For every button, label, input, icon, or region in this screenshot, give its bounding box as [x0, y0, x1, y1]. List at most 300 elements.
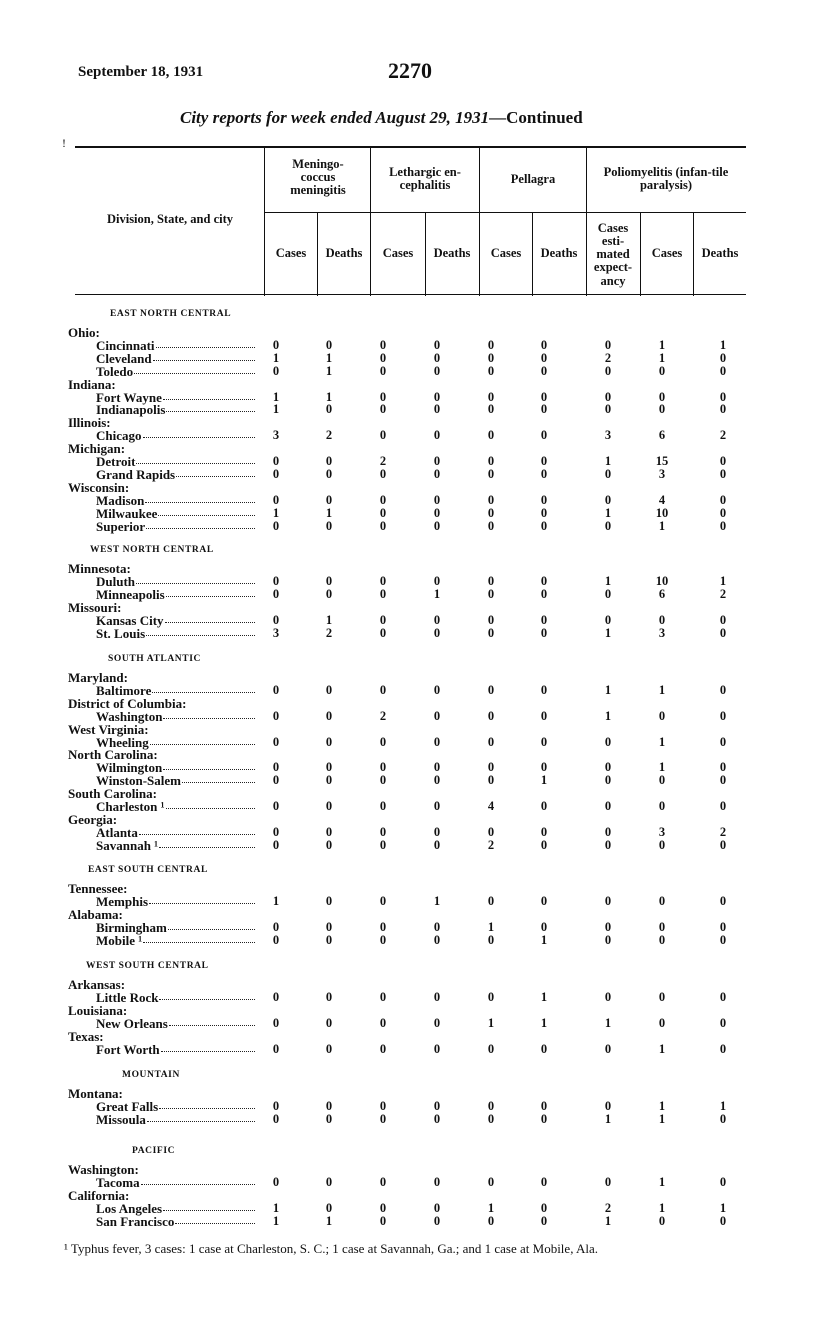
table-cell: 0 [325, 708, 333, 723]
table-cell: 0 [719, 1111, 727, 1126]
page-date: September 18, 1931 [78, 64, 204, 80]
table-cell: 0 [487, 466, 495, 481]
table-cell: 0 [604, 612, 612, 627]
state-label: Arkansas: [68, 977, 126, 992]
table-cell: 0 [433, 337, 441, 352]
table-cell: 1 [540, 989, 548, 1004]
table-cell: 0 [379, 837, 387, 852]
subhead-pel-cases: Cases [490, 246, 522, 260]
city-row-label [96, 1113, 255, 1126]
leader-dots [150, 743, 255, 745]
table-cell: 0 [379, 1111, 387, 1126]
table-cell: 2 [325, 428, 333, 443]
table-cell: 0 [325, 1111, 333, 1126]
table-cell: 0 [272, 337, 280, 352]
table-cell: 0 [433, 402, 441, 417]
city-name: Wheeling [96, 734, 149, 750]
table-cell: 1 [272, 389, 280, 404]
table-cell: 0 [604, 389, 612, 404]
table-cell: 0 [379, 1098, 387, 1113]
leader-dots [159, 998, 255, 1000]
table-cell: 0 [272, 837, 280, 852]
table-cell: 0 [433, 428, 441, 443]
table-cell: 0 [433, 1200, 441, 1215]
table-cell: 0 [433, 612, 441, 627]
table-cell: 0 [487, 518, 495, 533]
table-cell: 1 [540, 932, 548, 947]
table-cell: 1 [433, 586, 441, 601]
table-cell: 0 [379, 799, 387, 813]
table-cell: 0 [658, 932, 666, 947]
city-name: Great Falls [96, 1098, 159, 1114]
table-cell: 0 [487, 505, 495, 520]
table-cell: 0 [719, 363, 727, 378]
table-cell: 0 [658, 893, 666, 908]
table-cell: 0 [719, 350, 727, 365]
table-cell: 0 [540, 350, 548, 365]
table-cell: 1 [658, 1200, 666, 1215]
subhead-men-cases: Cases [275, 246, 307, 260]
region-heading: MOUNTAIN [122, 1070, 180, 1080]
table-cell: 0 [719, 625, 727, 640]
table-cell: 0 [272, 1098, 280, 1113]
city-name: Atlanta [96, 824, 138, 840]
page-number: 2270 [388, 58, 432, 83]
table-cell: 0 [540, 454, 548, 468]
table-cell: 0 [433, 1041, 441, 1056]
state-label: West Virginia: [68, 721, 149, 737]
table-cell: 3 [658, 824, 666, 839]
state-label: Minnesota: [68, 561, 131, 576]
city-name: Madison [96, 492, 145, 508]
region-heading: EAST NORTH CENTRAL [110, 309, 232, 319]
leader-dots [163, 717, 255, 719]
table-cell: 1 [604, 573, 612, 588]
leader-dots [136, 582, 255, 584]
table-cell: 0 [658, 708, 666, 723]
table-cell: 10 [655, 505, 669, 520]
table-cell: 1 [325, 1213, 333, 1228]
table-cell: 1 [272, 1200, 280, 1215]
city-name: Tacoma [96, 1174, 140, 1190]
table-cell: 3 [604, 428, 612, 443]
city-name: St. Louis [96, 625, 146, 641]
city-name: Wilmington [96, 760, 163, 776]
leader-dots [176, 475, 255, 477]
city-row-label [96, 627, 255, 640]
table-cell: 0 [719, 454, 727, 468]
table-cell: 0 [379, 919, 387, 934]
table-cell: 0 [719, 932, 727, 947]
city-name: Memphis [96, 893, 148, 909]
table-cell: 0 [540, 1174, 548, 1189]
table-cell: 1 [272, 402, 280, 417]
group-lethargic: Lethargic en-cephalitis [389, 165, 461, 193]
col-divider-7 [586, 146, 587, 296]
table-cell: 10 [655, 573, 669, 588]
region-heading: WEST SOUTH CENTRAL [86, 961, 209, 971]
table-cell: 0 [272, 1041, 280, 1056]
table-cell: 0 [379, 760, 387, 775]
city-row-label [96, 800, 255, 813]
leader-dots [166, 807, 255, 809]
state-label: Indiana: [68, 376, 116, 392]
table-cell: 0 [540, 389, 548, 404]
table-cell: 0 [325, 760, 333, 775]
city-name: Milwaukee [96, 505, 158, 521]
table-cell: 0 [540, 612, 548, 627]
city-name: Missoula [96, 1111, 146, 1127]
region-heading: SOUTH ATLANTIC [108, 654, 201, 664]
state-label: Louisiana: [68, 1002, 128, 1018]
table-cell: 1 [540, 773, 548, 788]
table-cell: 0 [604, 989, 612, 1004]
leader-dots [145, 501, 255, 503]
table-cell: 1 [272, 350, 280, 365]
table-cell: 0 [325, 1098, 333, 1113]
city-name: San Francisco [96, 1213, 175, 1229]
table-cell: 0 [658, 363, 666, 378]
table-cell: 0 [379, 1213, 387, 1228]
table-cell: 0 [272, 708, 280, 723]
table-cell: 0 [272, 773, 280, 788]
table-cell: 0 [540, 337, 548, 352]
city-name: Mobile ¹ [96, 932, 143, 948]
table-cell: 0 [719, 919, 727, 934]
city-name: Charleston ¹ [96, 799, 165, 814]
row-header: Division, State, and city [106, 212, 234, 226]
table-cell: 0 [379, 1041, 387, 1056]
city-name: Fort Wayne [96, 389, 162, 405]
table-cell: 0 [433, 682, 441, 697]
city-name: Winston-Salem [96, 773, 181, 789]
city-row-label [96, 684, 255, 697]
table-cell: 0 [540, 402, 548, 417]
table-cell: 0 [658, 389, 666, 404]
city-row-label [96, 520, 255, 533]
table-cell: 0 [379, 612, 387, 627]
col-divider-1 [264, 146, 265, 296]
table-cell: 0 [433, 625, 441, 640]
table-cell: 0 [272, 612, 280, 627]
table-cell: 0 [604, 1098, 612, 1113]
state-label: Wisconsin: [68, 479, 130, 495]
table-cell: 0 [272, 573, 280, 588]
table-cell: 0 [272, 824, 280, 839]
table-cell: 1 [604, 1015, 612, 1030]
table-cell: 0 [379, 1200, 387, 1215]
leader-dots [156, 346, 255, 348]
table-cell: 0 [540, 824, 548, 839]
table-cell: 0 [433, 760, 441, 775]
table-cell: 0 [604, 518, 612, 533]
table-cell: 1 [658, 682, 666, 697]
table-cell: 0 [325, 586, 333, 601]
table-cell: 0 [433, 919, 441, 934]
leader-dots [165, 621, 255, 623]
table-cell: 1 [658, 518, 666, 533]
state-label: Missouri: [68, 599, 122, 615]
table-cell: 0 [540, 586, 548, 601]
table-cell: 0 [487, 492, 495, 507]
table-cell: 0 [325, 773, 333, 788]
table-cell: 0 [719, 1015, 727, 1030]
table-cell: 0 [658, 402, 666, 417]
table-cell: 0 [540, 625, 548, 640]
table-cell: 0 [604, 1041, 612, 1056]
table-cell: 0 [325, 337, 333, 352]
table-cell: 0 [433, 505, 441, 520]
table-cell: 2 [487, 837, 495, 852]
city-name: Fort Worth [96, 1041, 160, 1057]
table-cell: 0 [433, 466, 441, 481]
table-cell: 0 [604, 466, 612, 481]
table-cell: 0 [719, 402, 727, 417]
city-name: Kansas City [96, 612, 164, 628]
table-cell: 0 [272, 932, 280, 947]
table-cell: 0 [487, 389, 495, 404]
table-cell: 0 [379, 428, 387, 443]
table-cell: 0 [540, 363, 548, 378]
table-cell: 0 [379, 518, 387, 533]
city-row-label [96, 934, 255, 947]
leader-dots [143, 941, 255, 943]
page-title [180, 108, 583, 128]
table-cell: 0 [272, 989, 280, 1004]
table-cell: 0 [379, 893, 387, 908]
table-cell: 0 [487, 573, 495, 588]
table-cell: 0 [658, 919, 666, 934]
table-cell: 0 [604, 837, 612, 852]
table-cell: 0 [379, 573, 387, 588]
table-cell: 0 [325, 799, 333, 813]
region-heading: EAST SOUTH CENTRAL [88, 865, 208, 875]
leader-dots [136, 462, 255, 464]
table-cell: 0 [487, 932, 495, 947]
table-cell: 1 [658, 1174, 666, 1189]
table-cell: 0 [325, 1015, 333, 1030]
title-main: City reports for week ended August 29, 1931 [180, 108, 490, 127]
table-cell: 0 [272, 1015, 280, 1030]
table-cell: 3 [272, 428, 280, 443]
table-cell: 0 [604, 773, 612, 788]
table-cell: 0 [379, 1015, 387, 1030]
leader-dots [159, 1107, 255, 1109]
city-row-label [96, 895, 255, 908]
table-cell: 0 [604, 734, 612, 749]
table-cell: 0 [719, 893, 727, 908]
subhead-polio-estimated: Cases esti-mated expect-ancy [593, 221, 633, 288]
table-cell: 1 [719, 1098, 727, 1113]
table-cell: 0 [272, 734, 280, 749]
table-cell: 1 [658, 734, 666, 749]
group-meningitis: Meningo-coccus meningitis [290, 157, 346, 198]
state-label: Texas: [68, 1028, 104, 1044]
table-cell: 1 [325, 389, 333, 404]
city-row-label [96, 1017, 255, 1030]
table-cell: 0 [487, 1213, 495, 1228]
table-cell: 0 [379, 466, 387, 481]
table-cell: 1 [658, 760, 666, 775]
table-cell: 1 [272, 505, 280, 520]
state-label: North Carolina: [68, 747, 158, 763]
table-cell: 0 [325, 893, 333, 908]
table-cell: 1 [604, 708, 612, 723]
table-cell: 0 [325, 989, 333, 1004]
leader-dots [143, 436, 256, 438]
table-cell: 0 [433, 824, 441, 839]
table-cell: 0 [433, 454, 441, 468]
table-cell: 0 [325, 1200, 333, 1215]
table-cell: 0 [379, 682, 387, 697]
table-cell: 0 [379, 625, 387, 640]
table-cell: 0 [719, 989, 727, 1004]
state-label: South Carolina: [68, 786, 157, 802]
city-name: Cincinnati [96, 337, 155, 353]
table-cell: 0 [540, 466, 548, 481]
table-cell: 0 [487, 1098, 495, 1113]
table-cell: 0 [379, 734, 387, 749]
table-cell: 0 [540, 682, 548, 697]
table-cell: 0 [379, 773, 387, 788]
table-cell: 0 [487, 428, 495, 443]
table-cell: 0 [540, 919, 548, 934]
table-cell: 0 [433, 1098, 441, 1113]
table-cell: 2 [604, 1200, 612, 1215]
subhead-let-deaths: Deaths [433, 246, 471, 260]
table-cell: 0 [540, 708, 548, 723]
table-cell: 0 [719, 389, 727, 404]
table-cell: 0 [433, 1213, 441, 1228]
leader-dots [141, 1183, 255, 1185]
table-top-rule [75, 146, 746, 148]
table-cell: 0 [272, 466, 280, 481]
city-name: Washington [96, 708, 163, 724]
table-cell: 0 [540, 893, 548, 908]
table-cell: 2 [719, 428, 727, 443]
table-cell: 0 [719, 1213, 727, 1228]
table-cell: 1 [487, 1015, 495, 1030]
city-row-label [96, 403, 255, 416]
table-cell: 0 [272, 760, 280, 775]
table-cell: 0 [325, 518, 333, 533]
table-cell: 0 [540, 1200, 548, 1215]
table-cell: 0 [540, 837, 548, 852]
state-label: Georgia: [68, 811, 118, 827]
table-cell: 6 [658, 428, 666, 443]
leader-dots [152, 691, 255, 693]
table-cell: 0 [487, 402, 495, 417]
table-cell: 0 [487, 363, 495, 378]
table-cell: 0 [379, 505, 387, 520]
table-cell: 0 [433, 1174, 441, 1189]
table-cell: 0 [433, 734, 441, 749]
table-cell: 0 [719, 492, 727, 507]
table-cell: 0 [433, 932, 441, 947]
leader-dots [175, 1222, 255, 1224]
table-cell: 0 [325, 919, 333, 934]
leader-dots [149, 902, 255, 904]
table-cell: 0 [487, 893, 495, 908]
table-cell: 1 [325, 363, 333, 378]
table-cell: 1 [325, 612, 333, 627]
table-cell: 0 [379, 492, 387, 507]
table-cell: 0 [433, 837, 441, 852]
table-cell: 0 [379, 350, 387, 365]
city-name: Toledo [96, 363, 134, 379]
leader-dots [168, 928, 255, 930]
leader-dots [159, 846, 255, 848]
table-cell: 0 [540, 1041, 548, 1056]
table-header-bottom-rule [75, 294, 746, 295]
leader-dots [166, 595, 255, 597]
table-cell: 2 [325, 625, 333, 640]
table-cell: 0 [719, 708, 727, 723]
table-cell: 1 [604, 682, 612, 697]
city-name: Cleveland [96, 350, 152, 366]
table-cell: 0 [540, 428, 548, 443]
table-cell: 0 [272, 799, 280, 813]
state-label: Alabama: [68, 906, 123, 922]
table-cell: 3 [272, 625, 280, 640]
table-cell: 0 [540, 573, 548, 588]
city-row-label [96, 588, 255, 601]
table-cell: 3 [658, 625, 666, 640]
table-cell: 0 [379, 1174, 387, 1189]
city-row-label [96, 1176, 255, 1189]
subhead-let-cases: Cases [382, 246, 414, 260]
table-cell: 0 [487, 337, 495, 352]
table-cell: 0 [433, 363, 441, 378]
table-cell: 0 [433, 708, 441, 723]
group-polio: Poliomyelitis (infan-tile paralysis) [603, 165, 729, 193]
col-divider-5 [479, 146, 480, 296]
table-cell: 0 [325, 402, 333, 417]
table-cell: 0 [433, 389, 441, 404]
table-cell: 1 [325, 350, 333, 365]
leader-dots [146, 527, 255, 529]
table-cell: 0 [272, 363, 280, 378]
table-cell: 0 [719, 518, 727, 533]
table-cell: 0 [379, 389, 387, 404]
table-cell: 0 [540, 799, 548, 813]
table-cell: 0 [604, 586, 612, 601]
leader-dots [134, 372, 255, 374]
table-cell: 0 [604, 799, 612, 813]
table-cell: 2 [719, 586, 727, 601]
table-cell: 0 [719, 1041, 727, 1056]
city-name: Grand Rapids [96, 466, 176, 482]
table-cell: 0 [325, 837, 333, 852]
leader-dots [163, 1209, 255, 1211]
table-cell: 0 [487, 1111, 495, 1126]
leader-dots [182, 781, 255, 783]
city-row-label [96, 991, 255, 1004]
city-name: Minneapolis [96, 586, 165, 602]
city-name: Chicago [96, 428, 142, 444]
table-cell: 0 [325, 824, 333, 839]
table-cell: 1 [658, 1098, 666, 1113]
city-name: Birmingham [96, 919, 167, 935]
table-cell: 0 [719, 466, 727, 481]
table-cell: 1 [272, 893, 280, 908]
table-cell: 0 [379, 586, 387, 601]
group-header-rule [264, 212, 746, 213]
table-cell: 0 [487, 454, 495, 468]
col-divider-3 [370, 146, 371, 296]
table-cell: 0 [487, 682, 495, 697]
state-label: Montana: [68, 1086, 123, 1101]
